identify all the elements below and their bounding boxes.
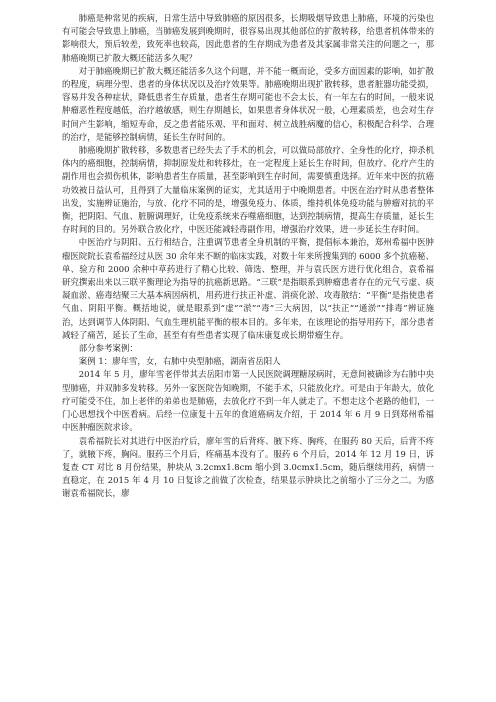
document-page bbox=[62, 12, 434, 698]
paragraph-case-1-history: 2014 年 5 月，廖年雪老伴带其去岳阳市第一人民医院调理糖尿病时，无意间被确诊为右肺中央型肺癌，并双肺多发转移。另外一家医院告知晚期，不能手术，只能放化疗。可是由于年龄大，放化疗可能受不住，加上老伴的弟弟也是肺癌，去放化疗不到一年人就走了。不想走这个老路的他们，一门心思想找个中医看病。后经一位康复十五年的食道癌病友介绍，于 2014 年 6 月 9 日到郑州希福中医肿瘤医院求诊。 bbox=[62, 369, 434, 433]
paragraph-case-1-title: 案例 1：廖年雪，女，右肺中央型肺癌，湖南省岳阳人 bbox=[78, 356, 281, 367]
paragraph-survival-time: 对于肺癌晚期已扩散大概还能活多久这个问题，并不能一概而论，受多方面因素的影响，如扩散的程度，病理分型、患者的身体状况以及治疗效果等。肺癌晚期出现扩散转移，患者脏器功能受损，容易并发各种症状，降低患者生存质量，患者生存期可能也不会太长，有一年左右的时间，一般来说肿瘤恶性程度越低，治疗越敏感，则生存期越长，如果患者身体状况一般，心理素质差，也会对生存时间产生影响，缩短寿命，反之患者能乐观、平和面对、树立战胜病魔的信心，积极配合科学、合理的治疗，是能够控制病情，延长生存时间的。 bbox=[62, 65, 434, 142]
paragraph-intro: 肺癌是种常见的疾病，日常生活中导致肺癌的原因很多，长期吸烟导致患上肺癌，环境的污染也有可能会导致患上肺癌，当肺癌发展到晚期时，很容易出现其他部位的扩散转移，给患者机体带来的影响很大，预后较差，致死率也较高，因此患者的生存期成为患者及其家属非常关注的问题之一，那肺癌晚期已扩散大概还能活多久呢？ bbox=[62, 13, 434, 63]
paragraph-tcm-theory: 中医治疗与阴阳、五行相结合，注重调节患者全身机制的平衡，提倡标本兼治，郑州希福中医肿瘤医院院长袁希福经过从医 30 余年来不断的临床实践，对数十年来所搜集到的 6000 多个抗癌秘、单、验方和 2000 余种中草药进行了精心比较、筛选、整理，并与袁氏医方进行优化组合，袁希福研究撰索出来以三联平衡理论为指导的抗癌新思路。“三联”是指眼系到肿瘤患者存在的元气亏虚、痰凝血淤、癌毒结聚三大基本病因病机，用药进行扶正补虚、消痰化淤、攻毒散结：“平衡”是指使患者气血、阴阳平衡。概括地说，就是眼系到“虚”“淤”“毒”三大病因，以“扶正”“通淤”“排毒”辨证施治，达到调节人体阴阳、气血生理机能平衡的根本目的。多年来，在该理论的指导用药下，部分患者减轻了痛苦，延长了生命，甚至有有些患者实现了临床康复或长期带瘤生存。 bbox=[62, 237, 434, 340]
paragraph-treatment: 肺癌晚期扩散转移，多数患者已经失去了手术的机会，可以做局部放疗、全身性的化疗，抑杀机体内的癌细胞，控制病情，抑制原发灶和转移灶，在一定程度上延长生存时间，但放疗、化疗产生的副作用也会损伤机体，影响患者生存质量，甚至影响到生存时间，需要慎重选择。近年来中医的抗癌功效被日益认可，且得到了大量临床案例的证实，尤其适用于中晚期患者。中医在治疗时从患者整体出发，实施辨证施治，与放、化疗不同的是，增强免疫力、体质，维持机体免疫功能与肿瘤对抗的平衡，把阴阳、气血、脏腑调理好，让免疫系统来吞噬癌细胞，达到控制病情，提高生存质量，延长生存时间的目的。另外联合放化疗，中医还能减轻毒副作用，增强治疗效果，进一步延长生存时间。 bbox=[62, 145, 434, 235]
paragraph-case-1-result: 袁希福院长对其进行中医治疗后，廖年雪的后背疼、腋下疼、胸疼，在服药 80 天后，后背不疼了，就腋下疼，胸闷。服药三个月后，疼痛基本没有了。服药 6 个月后，2014 年 12 月 19 日，诉复查 CT 对比 8 月份结果，肿块从 3.2cmx1.8cm 缩小到 3.0cmx1.5cm，随后继续用药，病情一直稳定，在 2015 年 4 月 10 日复诊之前做了次检查，结果显示肿块比之前缩小了三分之二。为感谢袁希福院长，廖 bbox=[62, 435, 434, 499]
paragraph-cases-heading: 部分参考案例： bbox=[78, 343, 138, 354]
